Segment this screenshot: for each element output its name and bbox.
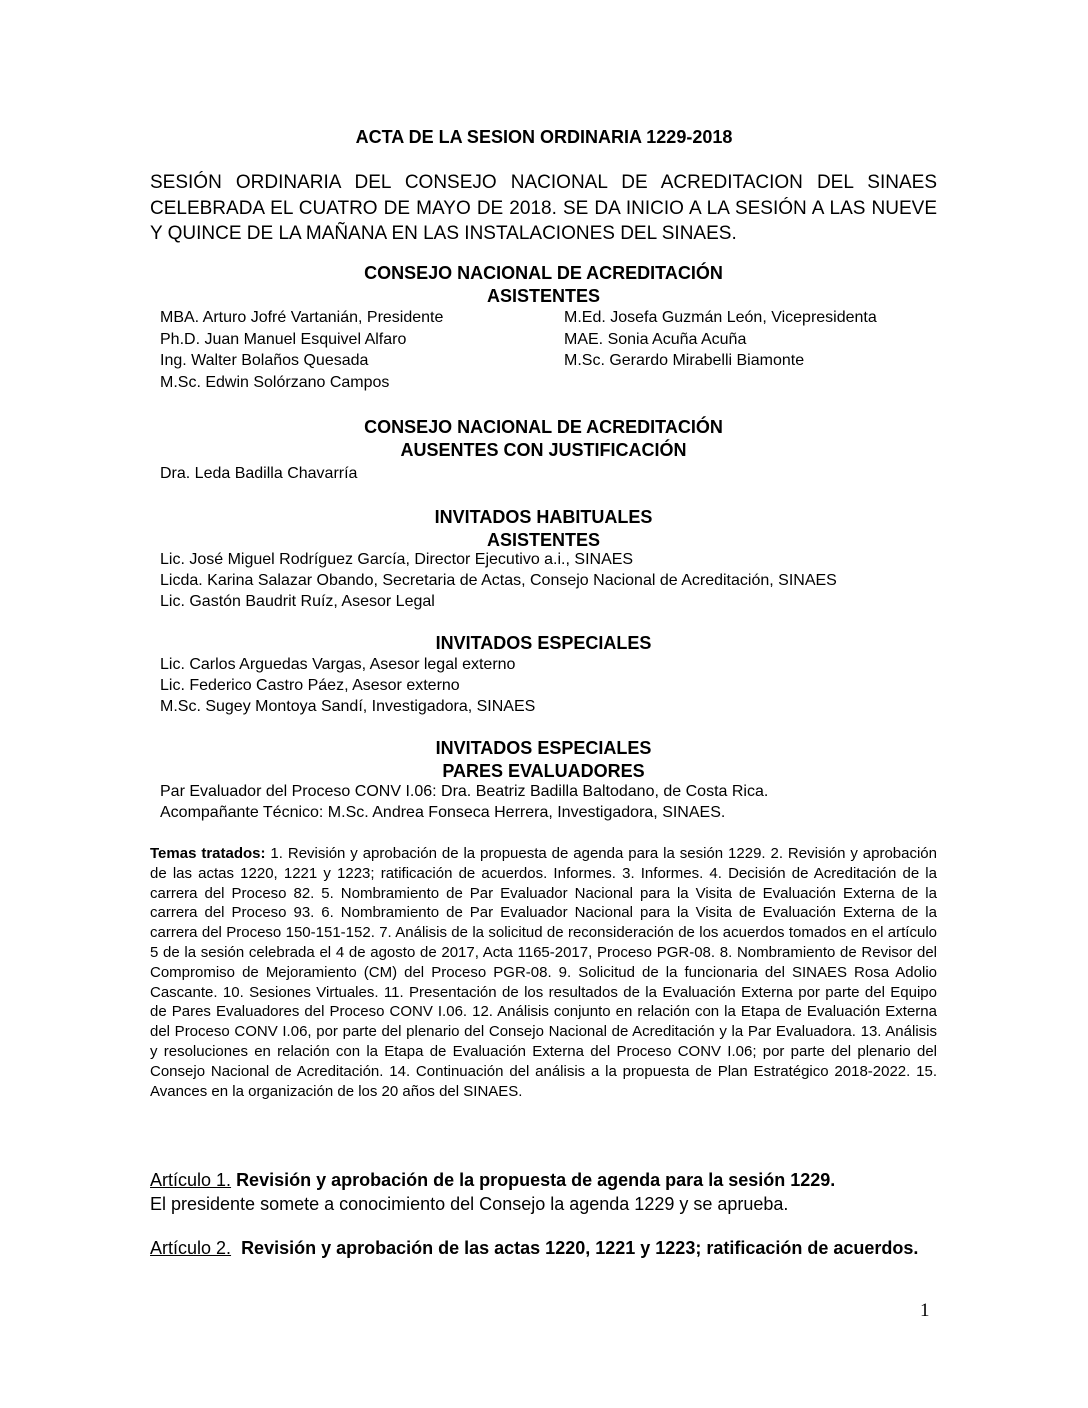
articulo-2-label: Artículo 2. [150, 1238, 232, 1258]
list-item: Licda. Karina Salazar Obando, Secretaria de Actas, Consejo Nacional de Acreditación, SINAES [160, 572, 837, 589]
list-item: Lic. Federico Castro Páez, Asesor externo [160, 677, 460, 694]
section-subheading-ausentes: AUSENTES CON JUSTIFICACIÓN [400, 440, 687, 460]
document-title: ACTA DE LA SESION ORDINARIA 1229-2018 [355, 127, 733, 147]
ausentes-list [160, 463, 940, 484]
session-intro: SESIÓN ORDINARIA DEL CONSEJO NACIONAL DE ACREDITACION DEL SINAES CELEBRADA EL CUATRO DE MAYO DE 2018. SE DA INICIO A LA SESIÓN A LAS NUEVE Y QUINCE DE LA MAÑANA EN LAS INSTALACIONES DEL SINAES. [150, 172, 937, 244]
asistentes-right-column [564, 307, 940, 393]
articulo-1-body: El presidente somete a conocimiento del Consejo la agenda 1229 y se aprueba. [150, 1194, 789, 1214]
temas-text: 1. Revisión y aprobación de la propuesta de agenda para la sesión 1229. 2. Revisión y aprobación de las actas 1220, 1221 y 1223; ratificación de acuerdos. Informes. 3. Informes. 4. Decisión de Acreditación de la carrera del Proceso 82. 5. Nombramiento de Par Evaluador Nacional para la Visita de Evaluación Externa de la carrera del Proceso 93. 6. Nombramiento de Par Evaluador Nacional para la Visita de Evaluación Externa de la carrera del Proceso 150-151-152. 7. Análisis de la solicitud de reconsideración de los acuerdos tomados en el artículo 5 de la sesión celebrada el 4 de agosto de 2017, Acta 1165-2017, Proceso PGR-08. 8. Nombramiento de Revisor del Compromiso de Mejoramiento (CM) del Proceso PGR-08. 9. Solicitud de la funcionaria del SINAES Rosa Adolio Cascante. 10. Sesiones Virtuales. 11. Presentación de los resultados de la Evaluación Externa por parte del Equipo de Pares Evaluadores del Proceso CONV I.06. 12. Análisis conjunto en relación con la Etapa de Evaluación Externa del Proceso CONV I.06, por parte del plenario del Consejo Nacional de Acreditación y la Par Evaluadora. 13. Análisis y resoluciones en relación con la Etapa de Evaluación Externa del Proceso CONV I.06; por parte del plenario del Consejo Nacional de Acreditación. 14. Continuación del análisis a la propuesta de Plan Estratégico 2018-2022. 15. Avances en la organización de los 20 años del SINAES. [150, 845, 937, 1100]
temas-tratados [150, 844, 937, 1101]
temas-label: Temas tratados: [150, 845, 266, 862]
section-heading-invitados-habituales: INVITADOS HABITUALES [434, 507, 653, 527]
section-heading-invitados-especiales-pares: INVITADOS ESPECIALES [435, 738, 652, 758]
section-subheading-asistentes: ASISTENTES [486, 286, 601, 306]
articulo-1-label: Artículo 1. [150, 1170, 232, 1190]
list-item: MAE. Sonia Acuña Acuña [564, 330, 747, 348]
articulo-2 [150, 1236, 937, 1260]
list-item: MBA. Arturo Jofré Vartanián, Presidente [160, 309, 444, 326]
asistentes-left-column [160, 307, 564, 393]
list-item: Acompañante Técnico: M.Sc. Andrea Fonseca Herrera, Investigadora, SINAES. [160, 804, 726, 821]
section-subheading-pares-evaluadores: PARES EVALUADORES [442, 761, 645, 781]
list-item: Dra. Leda Badilla Chavarría [160, 465, 358, 482]
list-item: Lic. José Miguel Rodríguez García, Director Ejecutivo a.i., SINAES [160, 551, 634, 568]
section-subheading-habituales-asistentes: ASISTENTES [486, 530, 601, 550]
consejo-asistentes-list [160, 307, 940, 393]
list-item: M.Sc. Gerardo Mirabelli Biamonte [564, 352, 805, 369]
list-item: Lic. Gastón Baudrit Ruíz, Asesor Legal [160, 593, 435, 610]
list-item: M.Sc. Edwin Solórzano Campos [160, 373, 390, 391]
list-item: Par Evaluador del Proceso CONV I.06: Dra. Beatriz Badilla Baltodano, de Costa Rica. [160, 783, 769, 800]
list-item: Ing. Walter Bolaños Quesada [160, 352, 369, 369]
invitados-habituales-list [160, 549, 940, 612]
pares-evaluadores-list [160, 781, 940, 823]
articulo-1-heading: Revisión y aprobación de la propuesta de agenda para la sesión 1229. [236, 1170, 836, 1190]
list-item: Lic. Carlos Arguedas Vargas, Asesor legal externo [160, 656, 516, 673]
section-heading-consejo-ausentes: CONSEJO NACIONAL DE ACREDITACIÓN [364, 417, 723, 437]
list-item: Ph.D. Juan Manuel Esquivel Alfaro [160, 330, 407, 348]
articulo-2-heading: Revisión y aprobación de las actas 1220, 1221 y 1223; ratificación de acuerdos. [241, 1238, 919, 1258]
list-item: M.Sc. Sugey Montoya Sandí, Investigadora, SINAES [160, 698, 536, 715]
invitados-especiales-list [160, 654, 940, 717]
section-heading-consejo: CONSEJO NACIONAL DE ACREDITACIÓN [364, 263, 723, 283]
page-number: 1 [920, 1300, 930, 1321]
section-heading-invitados-especiales: INVITADOS ESPECIALES [435, 633, 652, 653]
list-item: M.Ed. Josefa Guzmán León, Vicepresidenta [564, 309, 877, 326]
articulo-1 [150, 1168, 937, 1216]
